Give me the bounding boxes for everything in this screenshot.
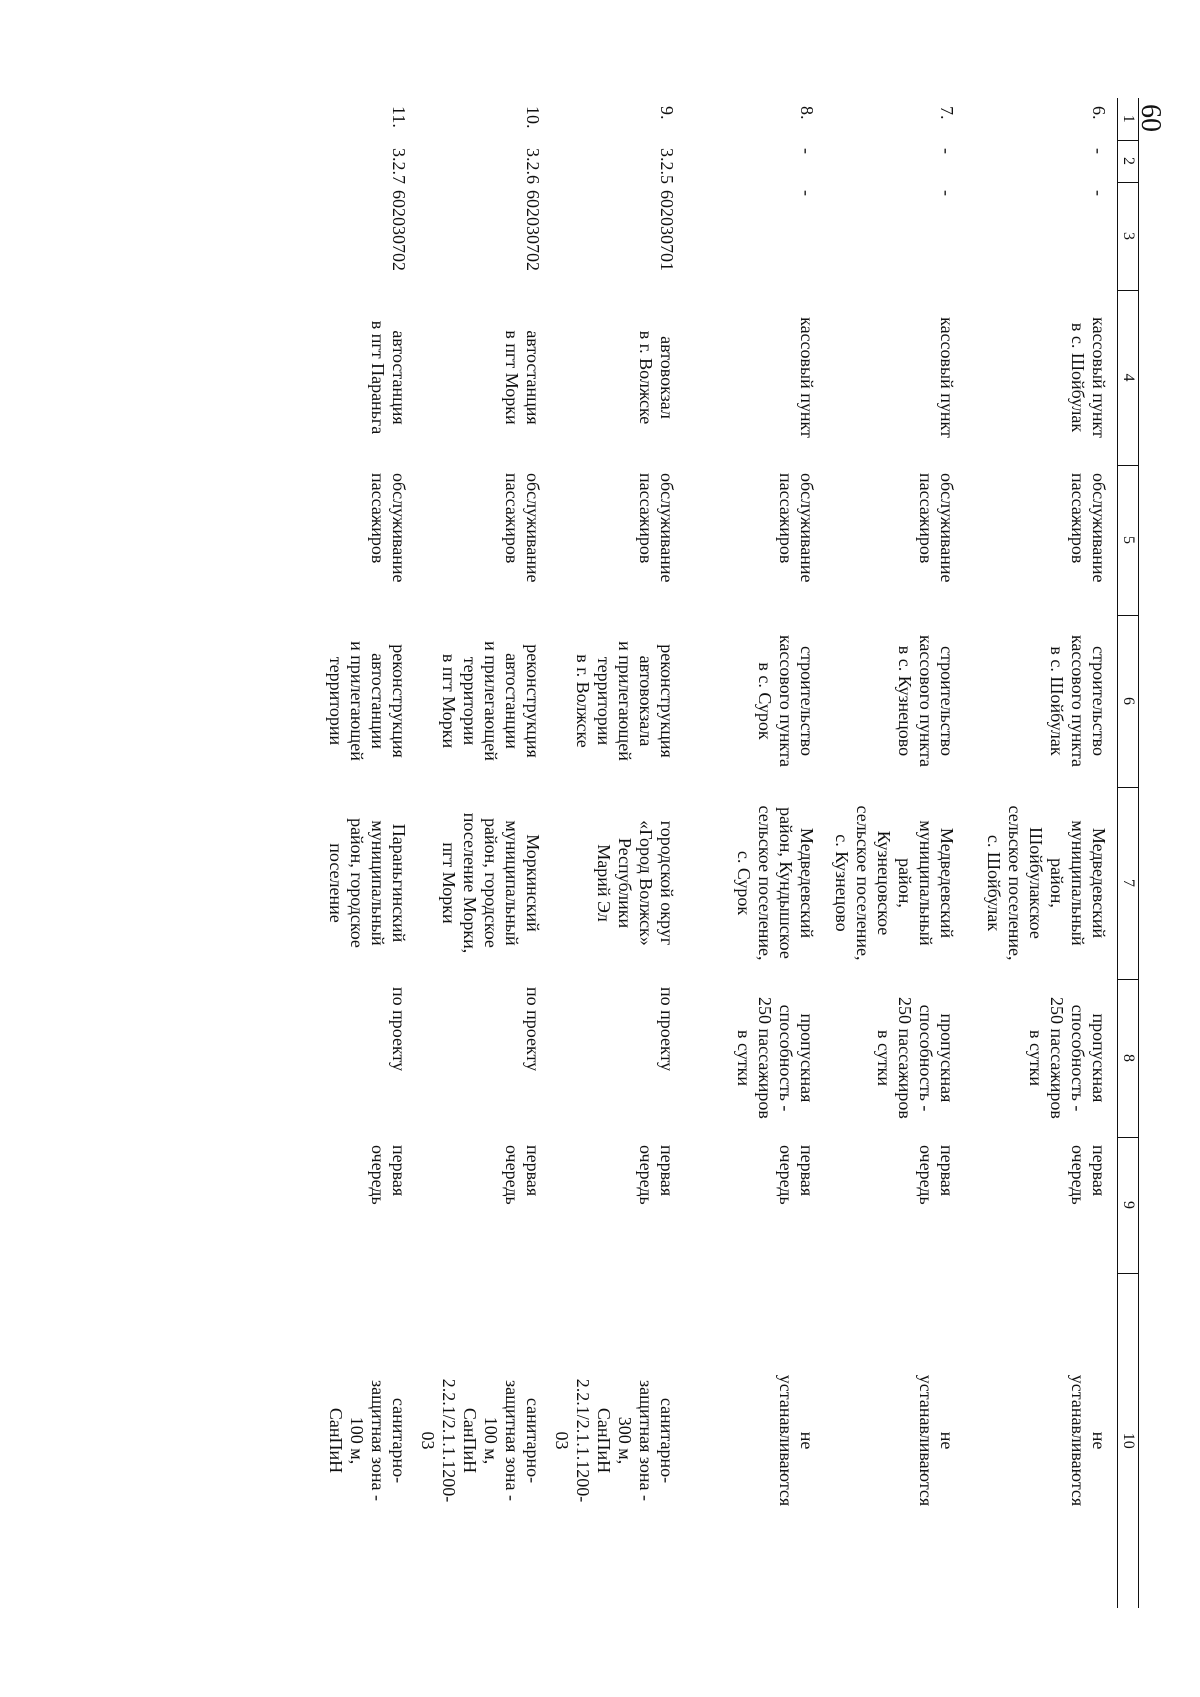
table-cell: первая очередь bbox=[636, 1145, 678, 1205]
table-cell: кассовый пункт bbox=[797, 317, 818, 438]
table-cell: 10. bbox=[523, 106, 544, 129]
table-cell: строительство кассового пункта в с. Сурок bbox=[755, 634, 818, 768]
table-cell: 3.2.7 bbox=[389, 148, 410, 184]
column-header: 6 bbox=[1118, 615, 1139, 787]
table-cell: строительство кассового пункта в с. Кузнецово bbox=[895, 634, 958, 768]
column-header: 1 bbox=[1118, 98, 1139, 140]
rotated-table-container bbox=[199, 98, 1139, 1608]
table-cell: - bbox=[797, 148, 818, 154]
table-cell: 602030702 bbox=[389, 190, 410, 271]
table-cell: по проекту bbox=[523, 987, 544, 1072]
data-table bbox=[272, 98, 1140, 1608]
table-cell: автостанция в пгт Морки bbox=[502, 330, 544, 425]
table-cell: не устанавливаются bbox=[776, 1374, 818, 1507]
table-cell: пропускная способность - 250 пассажиров в сутки bbox=[1026, 997, 1109, 1119]
column-header: 9 bbox=[1118, 1137, 1139, 1273]
column-header: 2 bbox=[1118, 140, 1139, 182]
column-header: 8 bbox=[1118, 979, 1139, 1137]
table-cell: первая очередь bbox=[368, 1145, 410, 1205]
table-cell: 9. bbox=[657, 106, 678, 120]
table-cell: строительство кассового пункта в с. Шойбулак bbox=[1047, 634, 1109, 768]
column-header: 10 bbox=[1118, 1273, 1139, 1608]
table-cell: реконструкция автостанции и прилегающей территории bbox=[326, 641, 410, 761]
table-cell: обслуживание пассажиров bbox=[776, 473, 818, 583]
table-cell: городской округ «Город Волжск» Республики Марий Эл bbox=[594, 820, 678, 946]
table-cell: кассовый пункт в с. Шойбулак bbox=[1068, 317, 1109, 438]
table-cell: 602030702 bbox=[523, 190, 544, 271]
table-cell: обслуживание пассажиров bbox=[916, 473, 958, 583]
table-cell: 7. bbox=[937, 106, 958, 120]
table-cell: реконструкция автовокзала и прилегающей территории в г. Волжске bbox=[573, 641, 678, 761]
table-cell: санитарно- защитная зона - 300 м, СанПиН 2.2.1/2.1.1.1200- 03 bbox=[552, 1378, 678, 1503]
table-row bbox=[272, 98, 418, 1608]
table-cell: по проекту bbox=[389, 987, 410, 1072]
table-cell: 602030701 bbox=[657, 190, 678, 271]
table-cell: автостанция в пгт Параньга bbox=[368, 320, 410, 435]
table-cell: первая очередь bbox=[502, 1145, 544, 1205]
table-cell: 3.2.6 bbox=[523, 148, 544, 184]
table-cell: по проекту bbox=[657, 987, 678, 1072]
column-header: 7 bbox=[1118, 787, 1139, 979]
table-cell: кассовый пункт bbox=[937, 317, 958, 438]
page-number: 60 bbox=[1135, 104, 1166, 132]
table-cell: санитарно- защитная зона - 100 м, СанПиН bbox=[326, 1380, 410, 1501]
table-cell: пропускная способность - 250 пассажиров в сутки bbox=[874, 997, 958, 1119]
column-header: 3 bbox=[1118, 182, 1139, 290]
table-row bbox=[552, 98, 686, 1608]
table-cell: - bbox=[937, 148, 958, 154]
table-cell: Медведевский муниципальный район, Кузнецовское сельское поселение, с. Кузнецово bbox=[832, 805, 958, 961]
table-cell: обслуживание пассажиров bbox=[502, 473, 544, 583]
table-cell: - bbox=[797, 190, 818, 196]
table-cell: 8. bbox=[797, 106, 818, 120]
table-cell: первая очередь bbox=[776, 1145, 818, 1205]
table-cell: автовокзал в г. Волжске bbox=[636, 330, 678, 425]
table-cell: санитарно- защитная зона - 100 м, СанПиН 2.2.1/2.1.1.1200- 03 bbox=[418, 1378, 544, 1503]
table-cell: обслуживание пассажиров bbox=[636, 473, 678, 583]
table-cell: обслуживание пассажиров bbox=[368, 473, 410, 583]
table-row bbox=[966, 98, 1118, 1608]
table-cell: 6. bbox=[1089, 106, 1109, 120]
table-row bbox=[686, 98, 826, 1608]
table-cell: - bbox=[937, 190, 958, 196]
header-row bbox=[1118, 98, 1139, 1608]
table-cell: 11. bbox=[389, 106, 410, 128]
table-cell: Медведевский муниципальный район, Шойбулакское сельское поселение, с. Шойбулак bbox=[984, 805, 1109, 961]
column-header: 4 bbox=[1118, 290, 1139, 465]
table-cell: пропускная способность - 250 пассажиров в сутки bbox=[734, 997, 818, 1119]
table-row bbox=[826, 98, 966, 1608]
table-cell: Медведевский район, Кундышское сельское поселение, с. Сурок bbox=[734, 805, 818, 961]
table-cell: не устанавливаются bbox=[916, 1374, 958, 1507]
table-cell: - bbox=[1089, 148, 1109, 154]
table-cell: - bbox=[1089, 190, 1109, 196]
table-cell: Моркинский муниципальный район, городское поселение Морки, пгт Морки bbox=[439, 812, 544, 954]
table-cell: первая очередь bbox=[916, 1145, 958, 1205]
table-cell: первая очередь bbox=[1068, 1145, 1109, 1205]
column-header: 5 bbox=[1118, 465, 1139, 615]
table-cell: обслуживание пассажиров bbox=[1068, 473, 1109, 583]
table-cell: реконструкция автостанции и прилегающей территории в пгт Морки bbox=[439, 641, 544, 761]
table-cell: Параньгинский муниципальный район, городское поселение bbox=[326, 818, 410, 948]
table-cell: не устанавливаются bbox=[1068, 1374, 1109, 1507]
table-row bbox=[418, 98, 552, 1608]
table-cell: 3.2.5 bbox=[657, 148, 678, 184]
